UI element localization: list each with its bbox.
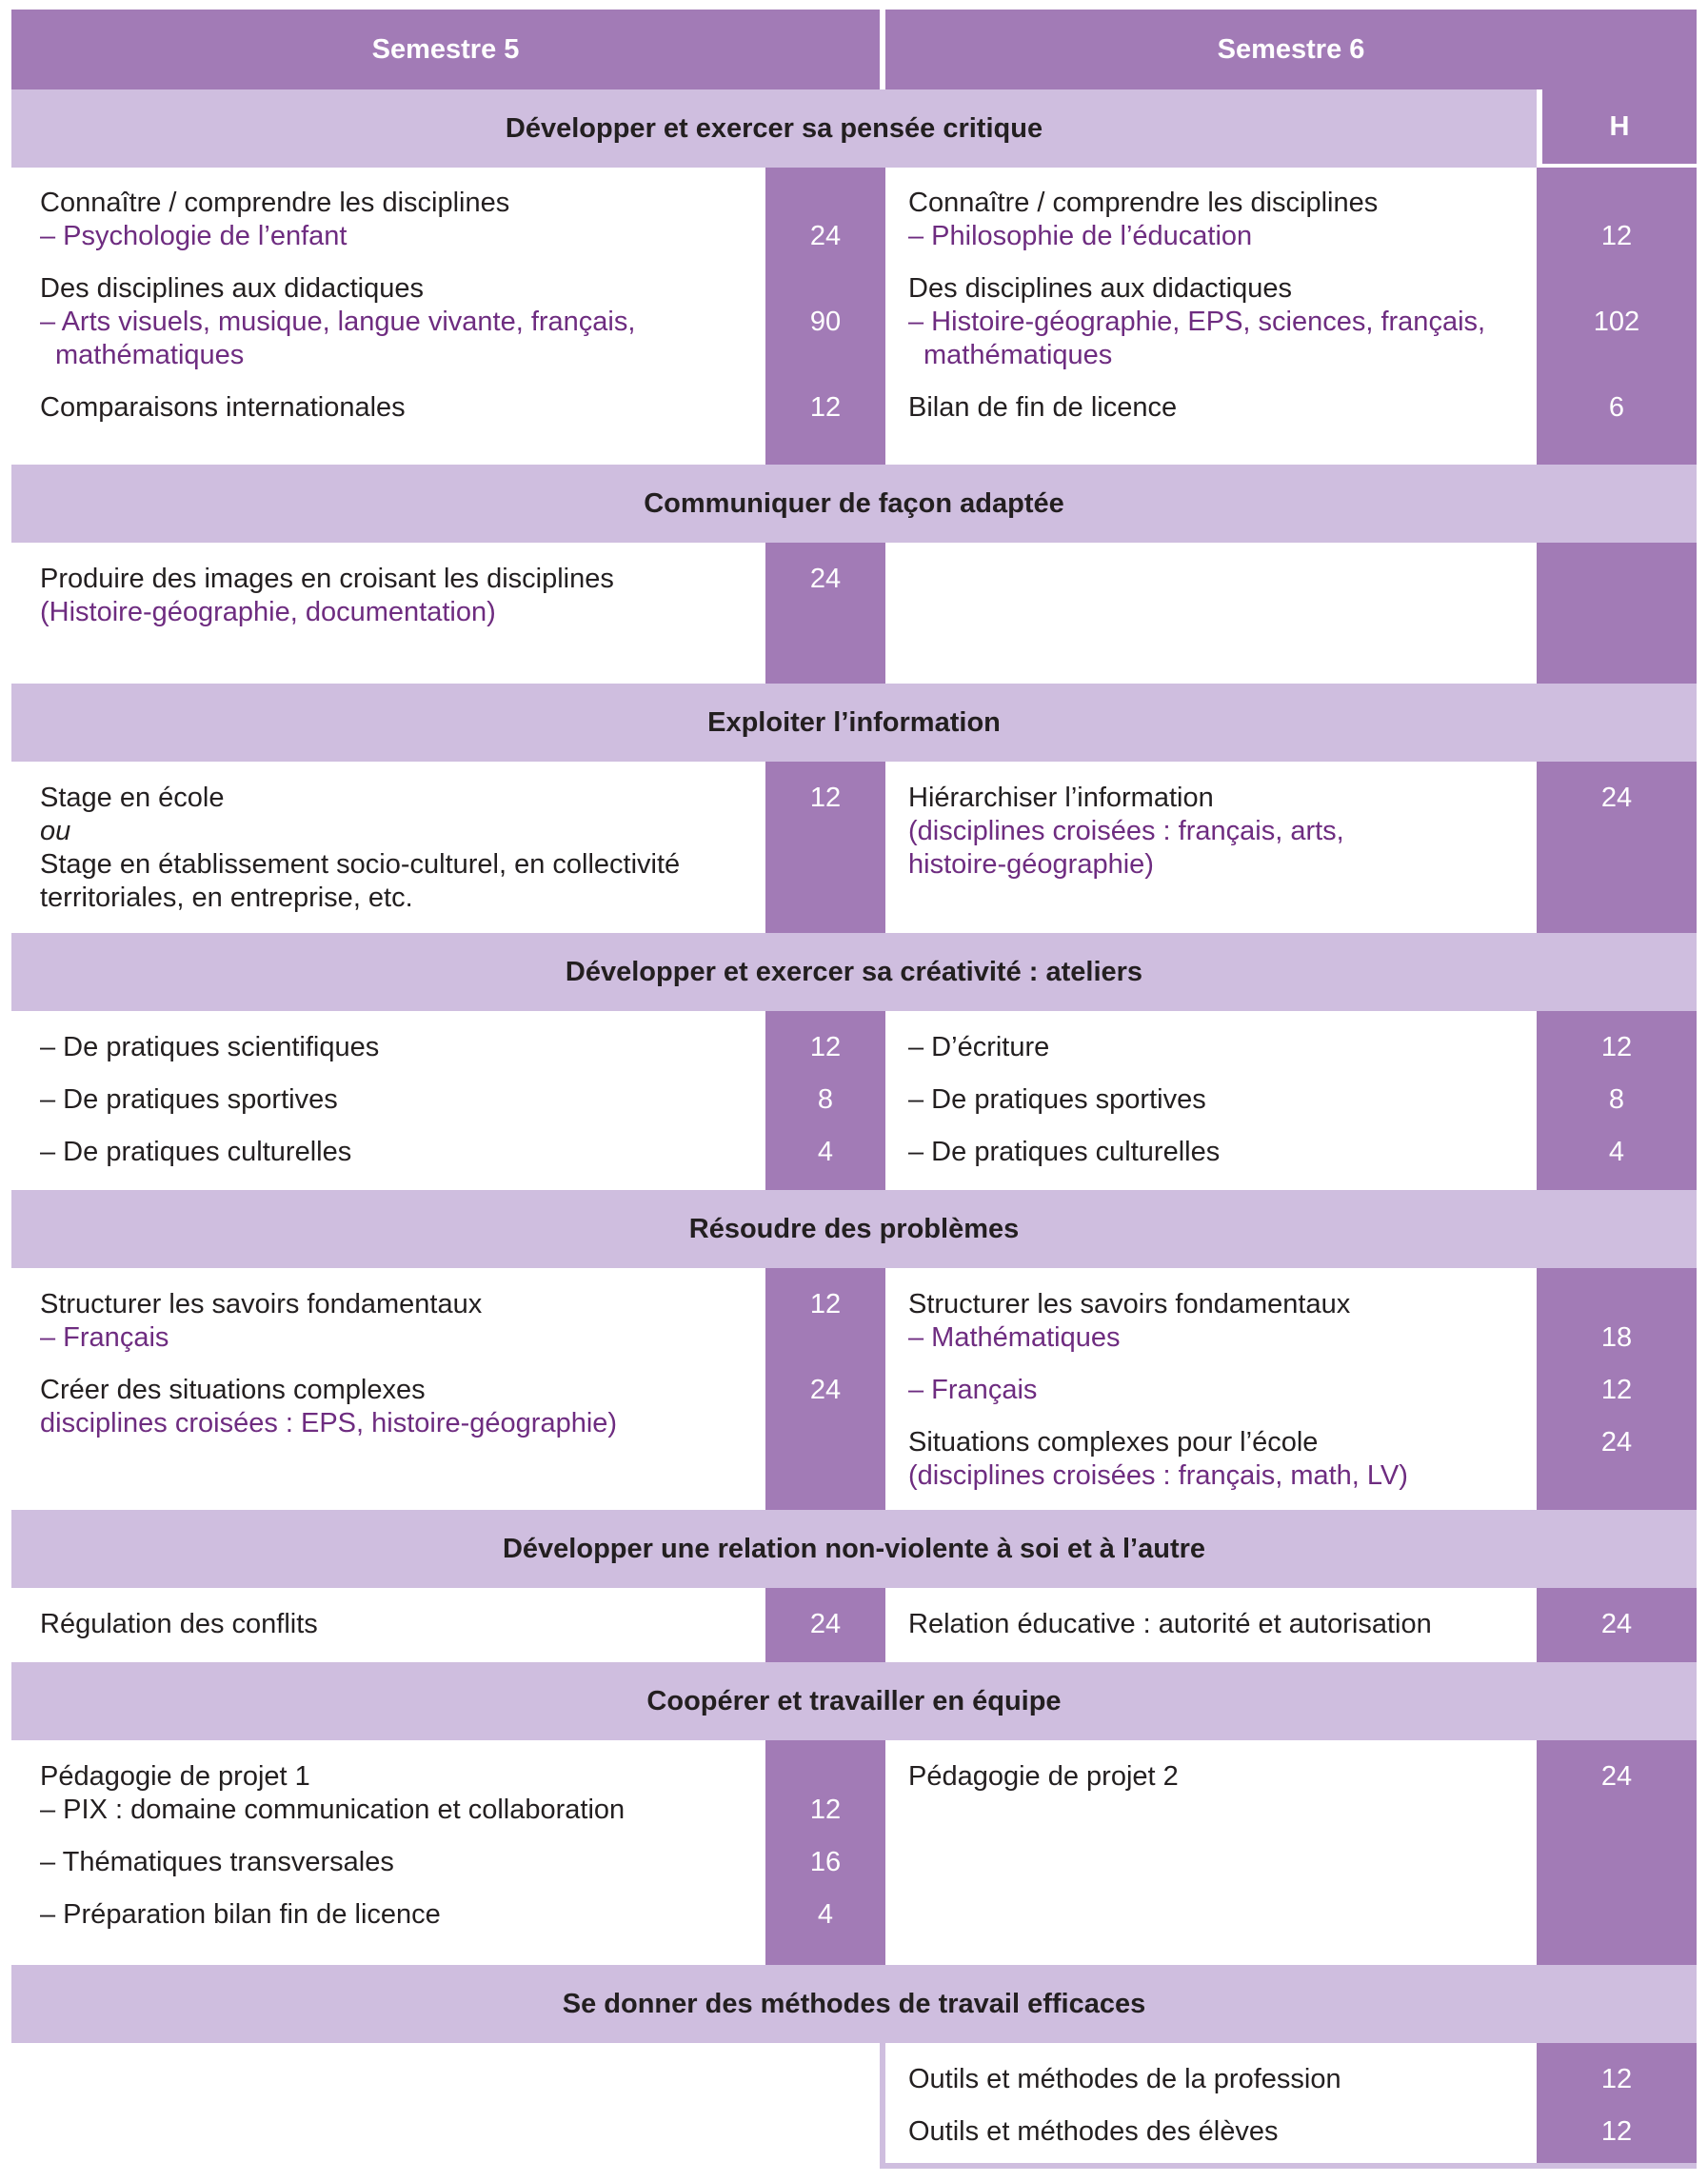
semester-6-label: Semestre 6	[1217, 33, 1365, 65]
left-course-line: – De pratiques scientifiques	[40, 1032, 380, 1062]
section-title: Développer et exercer sa créativité : ateliers	[565, 956, 1143, 987]
right-course-line: – Philosophie de l’éducation	[908, 221, 1253, 251]
section-band	[11, 1662, 1697, 1740]
semester-5-label: Semestre 5	[371, 33, 520, 65]
left-hours-value: 12	[809, 1289, 842, 1319]
left-hours-value: 12	[809, 1032, 842, 1062]
right-course-line: histoire-géographie)	[908, 849, 1154, 880]
left-course-line: mathématiques	[55, 340, 245, 370]
left-hours-value: 24	[809, 1375, 842, 1405]
right-hours-column	[1537, 543, 1697, 684]
right-course-line: (disciplines croisées : français, arts,	[908, 816, 1344, 846]
right-course-line: – Mathématiques	[908, 1322, 1121, 1353]
section-band	[11, 1510, 1697, 1588]
right-hours-value: 12	[1600, 1375, 1633, 1405]
section-band	[11, 465, 1697, 543]
left-hours-value: 4	[817, 1899, 834, 1930]
right-course-line: – De pratiques sportives	[908, 1084, 1206, 1115]
left-hours-value: 8	[817, 1084, 834, 1115]
left-course-line: Connaître / comprendre les disciplines	[40, 188, 510, 218]
right-hours-value: 24	[1600, 1427, 1633, 1458]
semester-5-header	[11, 10, 880, 89]
right-course-line: mathématiques	[924, 340, 1113, 370]
left-hours-value: 16	[809, 1847, 842, 1877]
left-hours-value: 24	[809, 1609, 842, 1639]
left-hours-value: 12	[809, 392, 842, 423]
left-course-line: Stage en école	[40, 783, 225, 813]
right-course-line: – Français	[908, 1375, 1038, 1405]
section-title: Exploiter l’information	[707, 706, 1001, 738]
section-title: Développer et exercer sa pensée critique	[505, 112, 1043, 144]
right-course-line: – D’écriture	[908, 1032, 1050, 1062]
left-course-line: Comparaisons internationales	[40, 392, 406, 423]
right-hours-value: 102	[1593, 307, 1640, 337]
section-band	[11, 933, 1697, 1011]
left-course-line: territoriales, en entreprise, etc.	[40, 883, 413, 913]
left-course-line: Stage en établissement socio-culturel, en collectivité	[40, 849, 681, 880]
left-course-line: – Arts visuels, musique, langue vivante, français,	[40, 307, 636, 337]
right-hours-value: 24	[1600, 783, 1633, 813]
right-course-line: – De pratiques culturelles	[908, 1137, 1221, 1167]
right-hours-value: 12	[1600, 2064, 1633, 2094]
left-course-line: Régulation des conflits	[40, 1609, 318, 1639]
left-course-line: disciplines croisées : EPS, histoire-géographie)	[40, 1408, 618, 1438]
left-course-line: Pédagogie de projet 1	[40, 1761, 310, 1792]
section-band	[11, 1965, 1697, 2043]
section-title: Coopérer et travailler en équipe	[646, 1685, 1062, 1716]
left-hours-value: 24	[809, 221, 842, 251]
right-hours-value: 12	[1600, 221, 1633, 251]
section-title: Développer une relation non-violente à soi et à l’autre	[502, 1533, 1206, 1564]
last-box-frame	[880, 2043, 1697, 2169]
right-hours-value: 24	[1600, 1761, 1633, 1792]
left-hours-value: 90	[809, 307, 842, 337]
right-hours-value: 8	[1608, 1084, 1625, 1115]
right-course-line: Situations complexes pour l’école	[908, 1427, 1319, 1458]
right-hours-value: 4	[1608, 1137, 1625, 1167]
right-course-line: Outils et méthodes de la profession	[908, 2064, 1341, 2094]
left-course-line: – Thématiques transversales	[40, 1847, 394, 1877]
left-hours-value: 12	[809, 783, 842, 813]
semester-6-header	[885, 10, 1697, 89]
section-band	[11, 684, 1697, 762]
right-course-line: Outils et méthodes des élèves	[908, 2116, 1279, 2147]
right-course-line: Pédagogie de projet 2	[908, 1761, 1179, 1792]
right-course-line: Hiérarchiser l’information	[908, 783, 1214, 813]
left-course-line: Produire des images en croisant les disciplines	[40, 564, 614, 594]
left-hours-value: 12	[809, 1795, 842, 1825]
right-course-line: Bilan de fin de licence	[908, 392, 1178, 423]
left-course-line: – Psychologie de l’enfant	[40, 221, 348, 251]
section-title: Résoudre des problèmes	[688, 1213, 1020, 1244]
hours-header	[1542, 89, 1697, 164]
left-course-line: – Préparation bilan fin de licence	[40, 1899, 441, 1930]
left-course-line: (Histoire-géographie, documentation)	[40, 597, 496, 627]
right-hours-value: 12	[1600, 1032, 1633, 1062]
right-course-line: – Histoire-géographie, EPS, sciences, français,	[908, 307, 1486, 337]
left-hours-value: 24	[809, 564, 842, 594]
section-band	[11, 1190, 1697, 1268]
left-hours-value: 4	[817, 1137, 834, 1167]
section-title: Se donner des méthodes de travail efficaces	[562, 1988, 1146, 2019]
right-course-line: Relation éducative : autorité et autorisation	[908, 1609, 1432, 1639]
right-course-line: Connaître / comprendre les disciplines	[908, 188, 1379, 218]
left-course-line: Créer des situations complexes	[40, 1375, 426, 1405]
right-hours-value: 6	[1608, 392, 1625, 423]
hours-label: H	[1609, 110, 1630, 142]
right-hours-value: 18	[1600, 1322, 1633, 1353]
right-hours-value: 12	[1600, 2116, 1633, 2147]
right-course-line: (disciplines croisées : français, math, LV)	[908, 1460, 1408, 1491]
left-course-line: ou	[40, 816, 71, 846]
right-course-line: Structurer les savoirs fondamentaux	[908, 1289, 1351, 1319]
left-course-line: Structurer les savoirs fondamentaux	[40, 1289, 483, 1319]
left-course-line: – De pratiques sportives	[40, 1084, 338, 1115]
left-course-line: – Français	[40, 1322, 169, 1353]
section-band	[11, 89, 1537, 168]
left-course-line: Des disciplines aux didactiques	[40, 273, 424, 304]
right-hours-value: 24	[1600, 1609, 1633, 1639]
right-course-line: Des disciplines aux didactiques	[908, 273, 1292, 304]
left-course-line: – De pratiques culturelles	[40, 1137, 352, 1167]
left-course-line: – PIX : domaine communication et collaboration	[40, 1795, 626, 1825]
section-title: Communiquer de façon adaptée	[644, 487, 1064, 519]
